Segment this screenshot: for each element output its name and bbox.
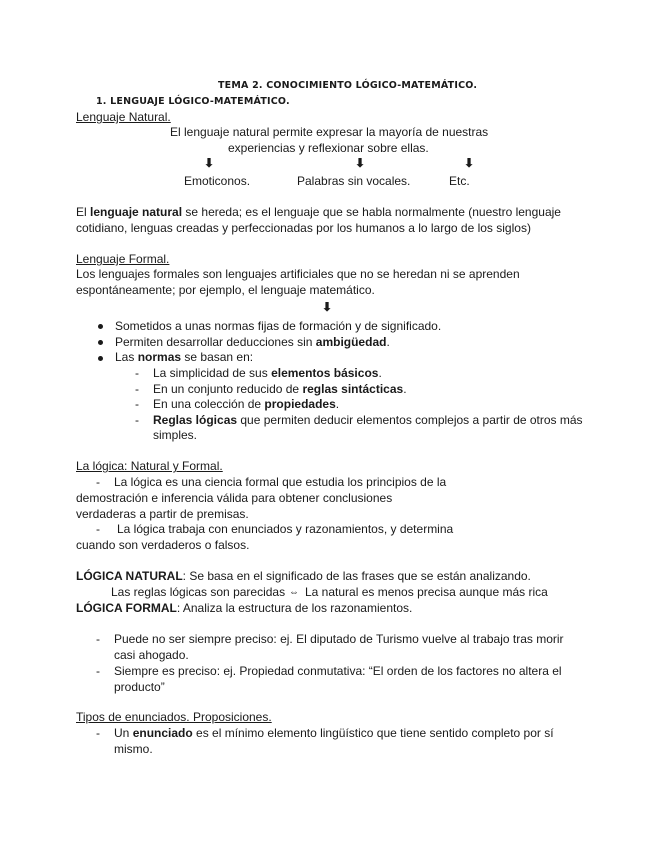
tipos-line1: Un enunciado es el mínimo elemento lingüístico que tiene sentido completo por sí xyxy=(114,726,554,740)
bullet-icon xyxy=(98,340,103,345)
logic-dash1-line1: Puede no ser siempre preciso: ej. El diputado de Turismo vuelve al trabajo tras morir xyxy=(114,632,564,646)
formal-sub-3: En una colección de propiedades. xyxy=(153,397,340,411)
heading-natural: Lenguaje Natural. xyxy=(76,110,171,124)
equivalence-icon: ⇔ xyxy=(289,587,299,598)
arrow-down-icon: ⬇ xyxy=(464,156,475,170)
logic-line3: verdaderas a partir de premisas. xyxy=(76,507,249,521)
formal-line1: Los lenguajes formales son lenguajes artificiales que no se heredan ni se aprenden xyxy=(76,267,520,281)
formal-bullet-1: Sometidos a unas normas fijas de formación y de significado. xyxy=(115,319,442,333)
arrow-down-icon: ⬇ xyxy=(355,156,366,170)
natural-paragraph-line2: cotidiano, lenguas creadas y perfeccionadas por los humanos a lo largo de los siglos) xyxy=(76,221,531,235)
formal-line2: espontáneamente; por ejemplo, el lenguaje matemático. xyxy=(76,283,375,297)
dash-icon: - xyxy=(96,632,100,646)
logic-line4: La lógica trabaja con enunciados y razonamientos, y determina xyxy=(117,522,454,536)
logic-dash2-line1: Siempre es preciso: ej. Propiedad conmutativa: “El orden de los factores no altera el xyxy=(114,664,562,678)
logic-dash2-line2: producto” xyxy=(114,680,165,694)
heading-formal: Lenguaje Formal. xyxy=(76,252,170,266)
arrow-down-icon: ⬇ xyxy=(204,156,215,170)
page-title: TEMA 2. CONOCIMIENTO LÓGICO-MATEMÁTICO. xyxy=(218,80,478,91)
formal-sub-4: Reglas lógicas que permiten deducir elementos complejos a partir de otros más xyxy=(153,413,583,427)
formal-sub-4-line2: simples. xyxy=(153,428,198,442)
dash-icon: - xyxy=(96,726,100,740)
heading-tipos: Tipos de enunciados. Proposiciones. xyxy=(76,710,272,724)
logica-formal: LÓGICA FORMAL: Analiza la estructura de los razonamientos. xyxy=(76,601,413,615)
section-title: 1. LENGUAJE LÓGICO-MATEMÁTICO. xyxy=(96,96,290,107)
formal-sub-1: La simplicidad de sus elementos básicos. xyxy=(153,366,382,380)
dash-icon: - xyxy=(135,366,139,380)
bullet-icon xyxy=(98,356,103,361)
logica-natural: LÓGICA NATURAL: Se basa en el significado de las frases que se están analizando. xyxy=(76,569,531,583)
logic-similar-right: La natural es menos precisa aunque más rica xyxy=(305,585,548,599)
bullet-icon xyxy=(98,324,103,329)
dash-icon: - xyxy=(96,664,100,678)
natural-paragraph-line1: El lenguaje natural se hereda; es el lenguaje que se habla normalmente (nuestro lenguaje xyxy=(76,205,561,219)
example-etc: Etc. xyxy=(449,174,470,188)
logic-line1: La lógica es una ciencia formal que estudia los principios de la xyxy=(114,475,447,489)
logic-line5: cuando son verdaderos o falsos. xyxy=(76,538,250,552)
tipos-line2: mismo. xyxy=(114,742,153,756)
dash-icon: - xyxy=(96,522,100,536)
arrow-down-icon: ⬇ xyxy=(322,300,333,314)
formal-bullet-2: Permiten desarrollar deducciones sin ambigüedad. xyxy=(115,335,390,349)
example-palabras: Palabras sin vocales. xyxy=(297,174,411,188)
dash-icon: - xyxy=(135,413,139,427)
formal-bullet-3: Las normas se basan en: xyxy=(115,350,254,364)
heading-logica: La lógica: Natural y Formal. xyxy=(76,459,223,473)
logic-dash1-line2: casi ahogado. xyxy=(114,648,189,662)
example-emoticonos: Emoticonos. xyxy=(184,174,251,188)
logic-line2: demostración e inferencia válida para obtener conclusiones xyxy=(76,491,393,505)
natural-intro-line2: experiencias y reflexionar sobre ellas. xyxy=(228,141,429,155)
logic-similar-left: Las reglas lógicas son parecidas xyxy=(111,585,286,599)
dash-icon: - xyxy=(96,475,100,489)
formal-sub-2: En un conjunto reducido de reglas sintácticas. xyxy=(153,382,407,396)
dash-icon: - xyxy=(135,382,139,396)
natural-intro-line1: El lenguaje natural permite expresar la mayoría de nuestras xyxy=(170,125,489,139)
dash-icon: - xyxy=(135,397,139,411)
